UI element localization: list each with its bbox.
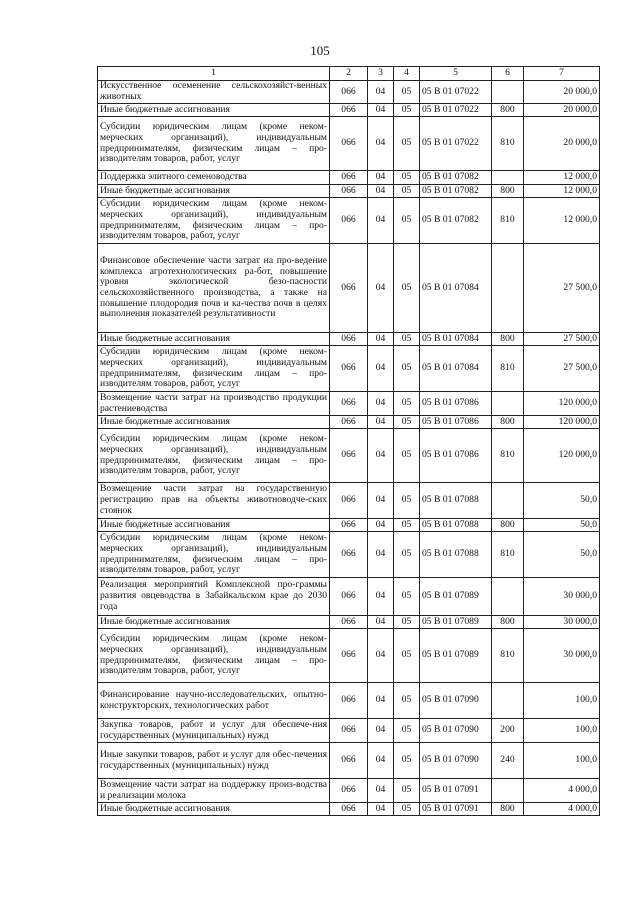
section-code: 04 [368, 803, 394, 816]
target-article-code: 05 В 01 07022 [420, 104, 492, 117]
section-code: 04 [368, 117, 394, 171]
amount-value: 30 000,0 [524, 629, 600, 683]
ministry-code: 066 [330, 117, 368, 171]
section-code: 04 [368, 519, 394, 532]
expense-type-code: 800 [492, 104, 524, 117]
column-header-3: 3 [368, 67, 394, 81]
subsection-code: 05 [394, 244, 420, 333]
amount-value: 100,0 [524, 719, 600, 743]
table-row [98, 333, 600, 346]
subsection-code: 05 [394, 185, 420, 198]
amount-value: 100,0 [524, 683, 600, 719]
subsection-code: 05 [394, 104, 420, 117]
target-article-code: 05 В 01 07090 [420, 743, 492, 779]
page-number: 105 [310, 43, 330, 58]
amount-value: 100,0 [524, 743, 600, 779]
expense-type-code [492, 779, 524, 803]
amount-value: 120 000,0 [524, 429, 600, 483]
budget-item-name: Иные бюджетные ассигнования [98, 519, 330, 532]
table-row [98, 429, 600, 483]
subsection-code: 05 [394, 803, 420, 816]
expense-type-code: 800 [492, 519, 524, 532]
subsection-code: 05 [394, 81, 420, 104]
budget-item-name: Субсидии юридическим лицам (кроме неком-мерческих организаций), индивидуальным предпринимателям, физическим лицам – про-изводителям товаров, работ, услуг [98, 346, 330, 392]
budget-item-name: Финансирование научно-исследовательских, опытно-конструкторских, технологических работ [98, 683, 330, 719]
amount-value: 30 000,0 [524, 578, 600, 616]
target-article-code: 05 В 01 07082 [420, 198, 492, 244]
section-code: 04 [368, 416, 394, 429]
target-article-code: 05 В 01 07082 [420, 171, 492, 185]
section-code: 04 [368, 346, 394, 392]
section-code: 04 [368, 171, 394, 185]
expense-type-code: 800 [492, 185, 524, 198]
amount-value: 27 500,0 [524, 333, 600, 346]
section-code: 04 [368, 81, 394, 104]
expense-type-code: 200 [492, 719, 524, 743]
target-article-code: 05 В 01 07022 [420, 81, 492, 104]
budget-item-name: Иные бюджетные ассигнования [98, 616, 330, 629]
section-code: 04 [368, 629, 394, 683]
budget-item-name: Иные бюджетные ассигнования [98, 333, 330, 346]
target-article-code: 05 В 01 07086 [420, 429, 492, 483]
section-code: 04 [368, 779, 394, 803]
section-code: 04 [368, 392, 394, 416]
target-article-code: 05 В 01 07022 [420, 117, 492, 171]
budget-item-name: Финансовое обеспечение части затрат на про-ведение комплекса агротехнологических ра-бот, повышение уровня экологической безо-пасности сельскохозяйственного производства, а также на повышение плодородия почв и ка-чества почв в целях выполнения показателей результативности [98, 244, 330, 333]
column-header-1: 1 [98, 67, 330, 81]
subsection-code: 05 [394, 346, 420, 392]
amount-value: 20 000,0 [524, 104, 600, 117]
table-row [98, 104, 600, 117]
budget-item-name: Возмещение части затрат на поддержку произ-водства и реализации молока [98, 779, 330, 803]
amount-value: 4 000,0 [524, 779, 600, 803]
budget-item-name: Иные бюджетные ассигнования [98, 104, 330, 117]
table-row [98, 719, 600, 743]
table-row [98, 244, 600, 333]
amount-value: 27 500,0 [524, 244, 600, 333]
subsection-code: 05 [394, 743, 420, 779]
target-article-code: 05 В 01 07090 [420, 719, 492, 743]
amount-value: 12 000,0 [524, 198, 600, 244]
table-row [98, 743, 600, 779]
section-code: 04 [368, 719, 394, 743]
column-header-7: 7 [524, 67, 600, 81]
section-code: 04 [368, 616, 394, 629]
target-article-code: 05 В 01 07091 [420, 803, 492, 816]
column-header-5: 5 [420, 67, 492, 81]
table-row [98, 198, 600, 244]
section-code: 04 [368, 429, 394, 483]
amount-value: 12 000,0 [524, 171, 600, 185]
budget-item-name: Закупка товаров, работ и услуг для обеспече-ния государственных (муниципальных) нужд [98, 719, 330, 743]
expense-type-code: 810 [492, 198, 524, 244]
ministry-code: 066 [330, 483, 368, 519]
table-row [98, 392, 600, 416]
subsection-code: 05 [394, 392, 420, 416]
target-article-code: 05 В 01 07090 [420, 683, 492, 719]
table-row [98, 519, 600, 532]
budget-table [97, 66, 600, 816]
section-code: 04 [368, 683, 394, 719]
ministry-code: 066 [330, 616, 368, 629]
table-row [98, 483, 600, 519]
expense-type-code: 810 [492, 629, 524, 683]
budget-item-name: Возмещение части затрат на государственную регистрацию прав на объекты животноводче-ских стоянок [98, 483, 330, 519]
expense-type-code: 810 [492, 117, 524, 171]
target-article-code: 05 В 01 07084 [420, 333, 492, 346]
budget-item-name: Субсидии юридическим лицам (кроме неком-мерческих организаций), индивидуальным предпринимателям, физическим лицам – про-изводителям товаров, работ, услуг [98, 532, 330, 578]
table-row [98, 171, 600, 185]
amount-value: 50,0 [524, 532, 600, 578]
target-article-code: 05 В 01 07089 [420, 578, 492, 616]
table-row [98, 346, 600, 392]
column-header-6: 6 [492, 67, 524, 81]
amount-value: 12 000,0 [524, 185, 600, 198]
section-code: 04 [368, 578, 394, 616]
subsection-code: 05 [394, 719, 420, 743]
subsection-code: 05 [394, 117, 420, 171]
ministry-code: 066 [330, 779, 368, 803]
budget-item-name: Иные бюджетные ассигнования [98, 185, 330, 198]
target-article-code: 05 В 01 07088 [420, 519, 492, 532]
amount-value: 4 000,0 [524, 803, 600, 816]
target-article-code: 05 В 01 07084 [420, 244, 492, 333]
expense-type-code: 800 [492, 803, 524, 816]
budget-item-name: Возмещение части затрат на производство продукции растениеводства [98, 392, 330, 416]
target-article-code: 05 В 01 07086 [420, 416, 492, 429]
subsection-code: 05 [394, 198, 420, 244]
subsection-code: 05 [394, 616, 420, 629]
budget-item-name: Иные бюджетные ассигнования [98, 416, 330, 429]
table-row [98, 616, 600, 629]
target-article-code: 05 В 01 07089 [420, 616, 492, 629]
subsection-code: 05 [394, 171, 420, 185]
table-row [98, 578, 600, 616]
subsection-code: 05 [394, 532, 420, 578]
budget-item-name: Иные бюджетные ассигнования [98, 803, 330, 816]
ministry-code: 066 [330, 519, 368, 532]
subsection-code: 05 [394, 578, 420, 616]
section-code: 04 [368, 743, 394, 779]
budget-item-name: Поддержка элитного семеноводства [98, 171, 330, 185]
expense-type-code: 800 [492, 616, 524, 629]
amount-value: 50,0 [524, 483, 600, 519]
subsection-code: 05 [394, 683, 420, 719]
subsection-code: 05 [394, 429, 420, 483]
ministry-code: 066 [330, 578, 368, 616]
budget-item-name: Субсидии юридическим лицам (кроме неком-мерческих организаций), индивидуальным предпринимателям, физическим лицам – про-изводителям товаров, работ, услуг [98, 198, 330, 244]
target-article-code: 05 В 01 07088 [420, 483, 492, 519]
ministry-code: 066 [330, 346, 368, 392]
table-row [98, 803, 600, 816]
expense-type-code: 810 [492, 429, 524, 483]
expense-type-code [492, 81, 524, 104]
table-row [98, 629, 600, 683]
expense-type-code [492, 483, 524, 519]
column-header-4: 4 [394, 67, 420, 81]
ministry-code: 066 [330, 416, 368, 429]
ministry-code: 066 [330, 81, 368, 104]
budget-item-name: Реализация мероприятий Комплексной про-граммы развития овцеводства в Забайкальском крае до 2030 года [98, 578, 330, 616]
ministry-code: 066 [330, 683, 368, 719]
amount-value: 120 000,0 [524, 392, 600, 416]
expense-type-code [492, 578, 524, 616]
ministry-code: 066 [330, 244, 368, 333]
subsection-code: 05 [394, 779, 420, 803]
section-code: 04 [368, 532, 394, 578]
expense-type-code [492, 244, 524, 333]
expense-type-code: 800 [492, 416, 524, 429]
ministry-code: 066 [330, 171, 368, 185]
ministry-code: 066 [330, 532, 368, 578]
section-code: 04 [368, 483, 394, 519]
amount-value: 27 500,0 [524, 346, 600, 392]
expense-type-code: 240 [492, 743, 524, 779]
table-row [98, 416, 600, 429]
budget-item-name: Субсидии юридическим лицам (кроме неком-мерческих организаций), индивидуальным предпринимателям, физическим лицам – про-изводителям товаров, работ, услуг [98, 117, 330, 171]
target-article-code: 05 В 01 07091 [420, 779, 492, 803]
ministry-code: 066 [330, 743, 368, 779]
table-body [98, 81, 600, 816]
expense-type-code [492, 392, 524, 416]
subsection-code: 05 [394, 333, 420, 346]
ministry-code: 066 [330, 185, 368, 198]
target-article-code: 05 В 01 07088 [420, 532, 492, 578]
expense-type-code: 810 [492, 532, 524, 578]
table-row [98, 779, 600, 803]
table-row [98, 532, 600, 578]
amount-value: 30 000,0 [524, 616, 600, 629]
amount-value: 50,0 [524, 519, 600, 532]
ministry-code: 066 [330, 429, 368, 483]
section-code: 04 [368, 333, 394, 346]
subsection-code: 05 [394, 519, 420, 532]
amount-value: 20 000,0 [524, 117, 600, 171]
section-code: 04 [368, 104, 394, 117]
amount-value: 20 000,0 [524, 81, 600, 104]
target-article-code: 05 В 01 07084 [420, 346, 492, 392]
table-row [98, 117, 600, 171]
section-code: 04 [368, 185, 394, 198]
section-code: 04 [368, 198, 394, 244]
column-header-2: 2 [330, 67, 368, 81]
header-row [98, 67, 600, 81]
target-article-code: 05 В 01 07089 [420, 629, 492, 683]
subsection-code: 05 [394, 483, 420, 519]
table-row [98, 81, 600, 104]
table-row [98, 683, 600, 719]
expense-type-code [492, 171, 524, 185]
expense-type-code: 800 [492, 333, 524, 346]
ministry-code: 066 [330, 629, 368, 683]
section-code: 04 [368, 244, 394, 333]
budget-item-name: Субсидии юридическим лицам (кроме неком-мерческих организаций), индивидуальным предпринимателям, физическим лицам – про-изводителям товаров, работ, услуг [98, 629, 330, 683]
target-article-code: 05 В 01 07082 [420, 185, 492, 198]
ministry-code: 066 [330, 333, 368, 346]
target-article-code: 05 В 01 07086 [420, 392, 492, 416]
ministry-code: 066 [330, 104, 368, 117]
budget-item-name: Искусственное осеменение сельскохозяйст-венных животных [98, 81, 330, 104]
ministry-code: 066 [330, 392, 368, 416]
ministry-code: 066 [330, 719, 368, 743]
expense-type-code: 810 [492, 346, 524, 392]
ministry-code: 066 [330, 803, 368, 816]
amount-value: 120 000,0 [524, 416, 600, 429]
expense-type-code [492, 683, 524, 719]
table-row [98, 185, 600, 198]
subsection-code: 05 [394, 416, 420, 429]
ministry-code: 066 [330, 198, 368, 244]
subsection-code: 05 [394, 629, 420, 683]
budget-item-name: Субсидии юридическим лицам (кроме неком-мерческих организаций), индивидуальным предпринимателям, физическим лицам – про-изводителям товаров, работ, услуг [98, 429, 330, 483]
budget-item-name: Иные закупки товаров, работ и услуг для обес-печения государственных (муниципальных) нужд [98, 743, 330, 779]
